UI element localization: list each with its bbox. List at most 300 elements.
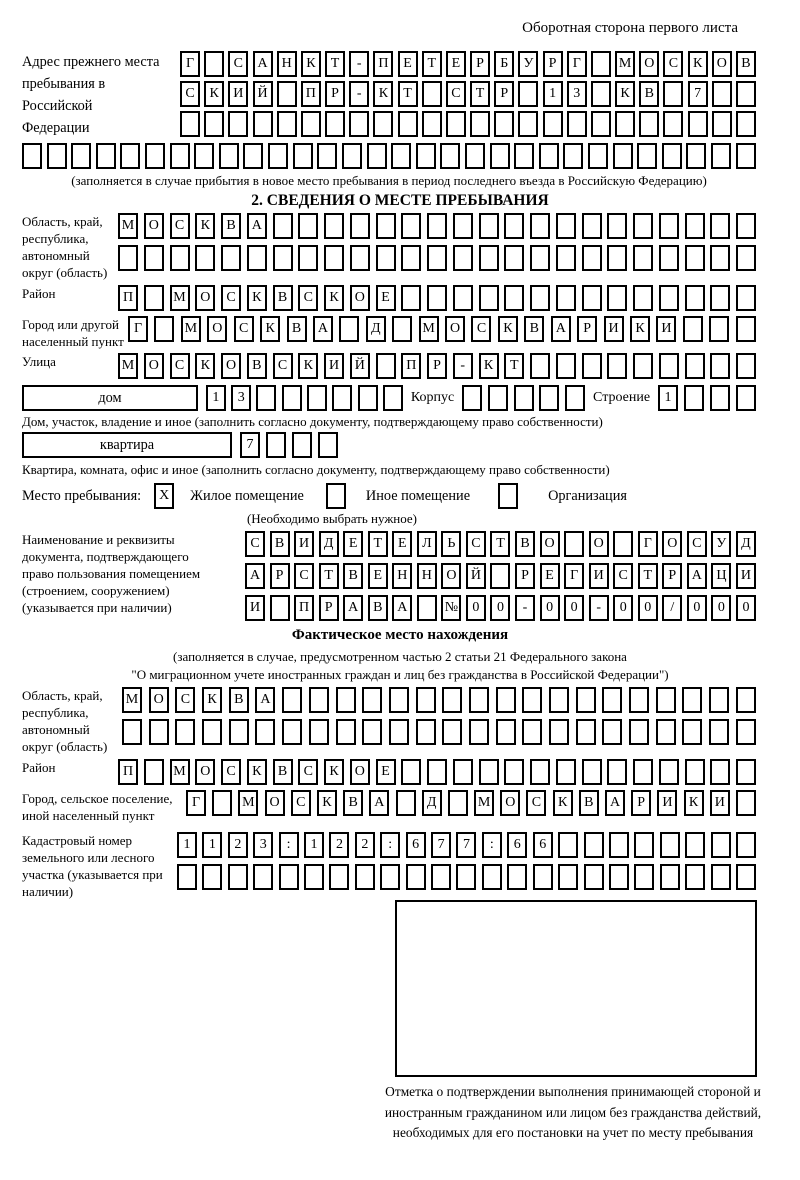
char-cell[interactable]: С <box>221 759 241 785</box>
char-cell[interactable]: В <box>579 790 599 816</box>
char-cell[interactable]: М <box>238 790 258 816</box>
char-cell[interactable] <box>202 719 222 745</box>
char-cell[interactable] <box>358 385 378 411</box>
char-cell[interactable] <box>416 143 436 169</box>
char-cell[interactable] <box>522 687 542 713</box>
char-cell[interactable] <box>332 385 352 411</box>
char-cell[interactable] <box>634 832 654 858</box>
char-cell[interactable] <box>277 111 297 137</box>
char-cell[interactable] <box>325 111 345 137</box>
char-cell[interactable]: А <box>247 213 267 239</box>
char-cell[interactable]: К <box>301 51 321 77</box>
char-cell[interactable] <box>736 790 756 816</box>
char-cell[interactable] <box>453 213 473 239</box>
char-cell[interactable]: Н <box>392 563 412 589</box>
char-cell[interactable] <box>518 111 538 137</box>
char-cell[interactable] <box>273 245 293 271</box>
char-cell[interactable]: Р <box>319 595 339 621</box>
char-cell[interactable]: И <box>736 563 756 589</box>
char-cell[interactable] <box>633 759 653 785</box>
char-cell[interactable]: А <box>313 316 333 342</box>
char-cell[interactable]: 7 <box>688 81 708 107</box>
char-cell[interactable] <box>591 81 611 107</box>
char-cell[interactable] <box>422 81 442 107</box>
char-cell[interactable]: С <box>466 531 486 557</box>
char-cell[interactable]: С <box>613 563 633 589</box>
char-cell[interactable]: П <box>301 81 321 107</box>
char-cell[interactable]: О <box>207 316 227 342</box>
char-cell[interactable]: П <box>401 353 421 379</box>
char-cell[interactable] <box>229 719 249 745</box>
char-cell[interactable] <box>479 245 499 271</box>
char-cell[interactable] <box>659 245 679 271</box>
char-cell[interactable]: Р <box>662 563 682 589</box>
char-cell[interactable] <box>282 687 302 713</box>
char-cell[interactable]: 3 <box>567 81 587 107</box>
char-cell[interactable] <box>567 111 587 137</box>
char-cell[interactable]: 0 <box>540 595 560 621</box>
char-cell[interactable] <box>219 143 239 169</box>
char-cell[interactable]: 1 <box>543 81 563 107</box>
char-cell[interactable]: : <box>482 832 502 858</box>
char-cell[interactable] <box>71 143 91 169</box>
char-cell[interactable]: И <box>228 81 248 107</box>
char-cell[interactable]: И <box>604 316 624 342</box>
char-cell[interactable] <box>736 285 756 311</box>
char-cell[interactable] <box>367 143 387 169</box>
char-cell[interactable]: С <box>273 353 293 379</box>
char-cell[interactable]: У <box>518 51 538 77</box>
char-cell[interactable] <box>556 353 576 379</box>
char-cell[interactable] <box>336 687 356 713</box>
char-cell[interactable] <box>482 864 502 890</box>
char-cell[interactable] <box>556 213 576 239</box>
char-cell[interactable] <box>530 245 550 271</box>
char-cell[interactable] <box>202 864 222 890</box>
char-cell[interactable]: Т <box>422 51 442 77</box>
char-cell[interactable]: С <box>298 759 318 785</box>
char-cell[interactable]: - <box>453 353 473 379</box>
char-cell[interactable] <box>613 143 633 169</box>
char-cell[interactable]: Ь <box>441 531 461 557</box>
char-cell[interactable]: В <box>524 316 544 342</box>
char-cell[interactable]: Т <box>638 563 658 589</box>
char-cell[interactable]: : <box>279 832 299 858</box>
char-cell[interactable]: Й <box>350 353 370 379</box>
char-cell[interactable] <box>710 213 730 239</box>
char-cell[interactable] <box>417 595 437 621</box>
char-cell[interactable]: В <box>247 353 267 379</box>
char-cell[interactable]: Е <box>368 563 388 589</box>
char-cell[interactable] <box>518 81 538 107</box>
char-cell[interactable]: Р <box>270 563 290 589</box>
char-cell[interactable] <box>709 719 729 745</box>
char-cell[interactable] <box>292 432 312 458</box>
char-cell[interactable]: 6 <box>406 832 426 858</box>
char-cell[interactable]: 1 <box>206 385 226 411</box>
char-cell[interactable] <box>736 864 756 890</box>
char-cell[interactable]: Т <box>490 531 510 557</box>
char-cell[interactable] <box>634 864 654 890</box>
char-cell[interactable]: А <box>392 595 412 621</box>
char-cell[interactable]: 3 <box>253 832 273 858</box>
char-cell[interactable]: 0 <box>736 595 756 621</box>
char-cell[interactable]: С <box>687 531 707 557</box>
char-cell[interactable] <box>507 864 527 890</box>
char-cell[interactable] <box>355 864 375 890</box>
char-cell[interactable]: 6 <box>533 832 553 858</box>
char-cell[interactable] <box>22 143 42 169</box>
char-cell[interactable]: В <box>273 285 293 311</box>
char-cell[interactable]: О <box>445 316 465 342</box>
char-cell[interactable]: В <box>343 790 363 816</box>
char-cell[interactable]: М <box>170 759 190 785</box>
char-cell[interactable]: Б <box>494 51 514 77</box>
char-cell[interactable] <box>564 531 584 557</box>
char-cell[interactable] <box>401 213 421 239</box>
char-cell[interactable] <box>539 385 559 411</box>
char-cell[interactable]: Т <box>368 531 388 557</box>
char-cell[interactable]: О <box>144 213 164 239</box>
char-cell[interactable]: 2 <box>228 832 248 858</box>
char-cell[interactable]: 0 <box>613 595 633 621</box>
char-cell[interactable]: № <box>441 595 461 621</box>
char-cell[interactable] <box>629 687 649 713</box>
char-cell[interactable]: О <box>195 285 215 311</box>
char-cell[interactable] <box>563 143 583 169</box>
char-cell[interactable]: Ц <box>711 563 731 589</box>
char-cell[interactable] <box>710 385 730 411</box>
char-cell[interactable] <box>736 385 756 411</box>
char-cell[interactable]: М <box>181 316 201 342</box>
char-cell[interactable] <box>736 759 756 785</box>
char-cell[interactable]: С <box>180 81 200 107</box>
char-cell[interactable] <box>663 111 683 137</box>
char-cell[interactable]: 1 <box>202 832 222 858</box>
char-cell[interactable]: В <box>229 687 249 713</box>
char-cell[interactable]: О <box>441 563 461 589</box>
char-cell[interactable] <box>427 213 447 239</box>
char-cell[interactable] <box>584 864 604 890</box>
char-cell[interactable] <box>373 111 393 137</box>
char-cell[interactable] <box>453 245 473 271</box>
char-cell[interactable]: А <box>551 316 571 342</box>
char-cell[interactable] <box>175 719 195 745</box>
char-cell[interactable]: Е <box>398 51 418 77</box>
char-cell[interactable] <box>582 213 602 239</box>
char-cell[interactable]: 0 <box>564 595 584 621</box>
char-cell[interactable] <box>195 245 215 271</box>
char-cell[interactable]: Л <box>417 531 437 557</box>
char-cell[interactable] <box>145 143 165 169</box>
char-cell[interactable]: Й <box>253 81 273 107</box>
char-cell[interactable]: С <box>170 213 190 239</box>
char-cell[interactable]: П <box>294 595 314 621</box>
char-cell[interactable] <box>609 864 629 890</box>
char-cell[interactable] <box>709 316 729 342</box>
char-cell[interactable]: : <box>380 832 400 858</box>
char-cell[interactable] <box>591 111 611 137</box>
char-cell[interactable]: М <box>474 790 494 816</box>
char-cell[interactable] <box>47 143 67 169</box>
char-cell[interactable] <box>530 759 550 785</box>
char-cell[interactable]: 0 <box>638 595 658 621</box>
char-cell[interactable]: В <box>343 563 363 589</box>
char-cell[interactable] <box>342 143 362 169</box>
char-cell[interactable]: В <box>368 595 388 621</box>
char-cell[interactable]: К <box>247 285 267 311</box>
char-cell[interactable] <box>609 832 629 858</box>
char-cell[interactable] <box>427 759 447 785</box>
char-cell[interactable] <box>427 285 447 311</box>
char-cell[interactable] <box>324 213 344 239</box>
char-cell[interactable] <box>422 111 442 137</box>
char-cell[interactable]: 0 <box>466 595 486 621</box>
char-cell[interactable]: С <box>245 531 265 557</box>
char-cell[interactable] <box>533 864 553 890</box>
char-cell[interactable] <box>582 285 602 311</box>
char-cell[interactable] <box>479 285 499 311</box>
char-cell[interactable] <box>406 864 426 890</box>
char-cell[interactable]: Р <box>577 316 597 342</box>
char-cell[interactable] <box>709 687 729 713</box>
char-cell[interactable]: К <box>688 51 708 77</box>
char-cell[interactable]: Й <box>466 563 486 589</box>
char-cell[interactable] <box>401 285 421 311</box>
char-cell[interactable]: О <box>195 759 215 785</box>
char-cell[interactable]: А <box>253 51 273 77</box>
char-cell[interactable] <box>682 719 702 745</box>
char-cell[interactable] <box>170 143 190 169</box>
char-cell[interactable]: С <box>294 563 314 589</box>
char-cell[interactable] <box>659 213 679 239</box>
char-cell[interactable] <box>376 213 396 239</box>
char-cell[interactable] <box>549 719 569 745</box>
char-cell[interactable] <box>256 385 276 411</box>
char-cell[interactable] <box>431 864 451 890</box>
char-cell[interactable] <box>309 687 329 713</box>
char-cell[interactable] <box>530 353 550 379</box>
char-cell[interactable] <box>656 719 676 745</box>
char-cell[interactable] <box>416 719 436 745</box>
char-cell[interactable] <box>613 531 633 557</box>
char-cell[interactable] <box>298 213 318 239</box>
char-cell[interactable]: 2 <box>329 832 349 858</box>
char-cell[interactable] <box>277 81 297 107</box>
char-cell[interactable] <box>496 687 516 713</box>
char-cell[interactable] <box>558 832 578 858</box>
char-cell[interactable] <box>639 111 659 137</box>
char-cell[interactable]: - <box>515 595 535 621</box>
char-cell[interactable]: М <box>170 285 190 311</box>
char-cell[interactable]: К <box>479 353 499 379</box>
char-cell[interactable]: И <box>294 531 314 557</box>
char-cell[interactable]: К <box>498 316 518 342</box>
char-cell[interactable] <box>212 790 232 816</box>
char-cell[interactable] <box>401 759 421 785</box>
char-cell[interactable] <box>558 864 578 890</box>
char-cell[interactable] <box>685 759 705 785</box>
char-cell[interactable]: П <box>118 285 138 311</box>
char-cell[interactable]: С <box>234 316 254 342</box>
char-cell[interactable] <box>685 832 705 858</box>
char-cell[interactable] <box>710 245 730 271</box>
char-cell[interactable]: С <box>526 790 546 816</box>
char-cell[interactable] <box>389 719 409 745</box>
char-cell[interactable] <box>684 385 704 411</box>
char-cell[interactable] <box>350 245 370 271</box>
char-cell[interactable] <box>122 719 142 745</box>
char-cell[interactable] <box>660 864 680 890</box>
char-cell[interactable] <box>177 864 197 890</box>
char-cell[interactable]: Е <box>446 51 466 77</box>
char-cell[interactable]: 6 <box>507 832 527 858</box>
char-cell[interactable]: С <box>221 285 241 311</box>
char-cell[interactable]: О <box>662 531 682 557</box>
char-cell[interactable] <box>710 285 730 311</box>
char-cell[interactable]: 1 <box>177 832 197 858</box>
char-cell[interactable] <box>736 832 756 858</box>
char-cell[interactable] <box>118 245 138 271</box>
char-cell[interactable] <box>324 245 344 271</box>
char-cell[interactable]: - <box>349 81 369 107</box>
char-cell[interactable] <box>637 143 657 169</box>
char-cell[interactable] <box>686 143 706 169</box>
char-cell[interactable] <box>736 316 756 342</box>
char-cell[interactable] <box>416 687 436 713</box>
char-cell[interactable] <box>659 759 679 785</box>
char-cell[interactable]: Г <box>567 51 587 77</box>
char-cell[interactable] <box>504 213 524 239</box>
char-cell[interactable]: О <box>639 51 659 77</box>
char-cell[interactable] <box>228 864 248 890</box>
char-cell[interactable]: Р <box>470 51 490 77</box>
char-cell[interactable]: Г <box>638 531 658 557</box>
char-cell[interactable]: 0 <box>490 595 510 621</box>
char-cell[interactable] <box>349 111 369 137</box>
char-cell[interactable]: К <box>204 81 224 107</box>
char-cell[interactable] <box>504 285 524 311</box>
char-cell[interactable] <box>711 864 731 890</box>
char-cell[interactable] <box>711 143 731 169</box>
char-cell[interactable]: А <box>369 790 389 816</box>
char-cell[interactable]: К <box>317 790 337 816</box>
char-cell[interactable] <box>243 143 263 169</box>
char-cell[interactable] <box>301 111 321 137</box>
char-cell[interactable]: О <box>500 790 520 816</box>
char-cell[interactable]: И <box>710 790 730 816</box>
char-cell[interactable]: И <box>656 316 676 342</box>
char-cell[interactable]: 7 <box>431 832 451 858</box>
char-cell[interactable] <box>479 759 499 785</box>
char-cell[interactable] <box>685 245 705 271</box>
char-cell[interactable] <box>329 864 349 890</box>
char-cell[interactable] <box>396 790 416 816</box>
char-cell[interactable] <box>659 285 679 311</box>
char-cell[interactable]: Г <box>564 563 584 589</box>
char-cell[interactable]: А <box>687 563 707 589</box>
char-cell[interactable]: Д <box>736 531 756 557</box>
char-cell[interactable]: Г <box>186 790 206 816</box>
char-cell[interactable] <box>362 687 382 713</box>
char-cell[interactable] <box>656 687 676 713</box>
char-cell[interactable] <box>204 111 224 137</box>
char-cell[interactable]: / <box>662 595 682 621</box>
char-cell[interactable]: У <box>711 531 731 557</box>
char-cell[interactable] <box>514 143 534 169</box>
char-cell[interactable]: О <box>350 285 370 311</box>
char-cell[interactable] <box>736 81 756 107</box>
char-cell[interactable]: 1 <box>304 832 324 858</box>
char-cell[interactable] <box>539 143 559 169</box>
char-cell[interactable] <box>376 245 396 271</box>
char-cell[interactable]: 0 <box>687 595 707 621</box>
char-cell[interactable] <box>582 353 602 379</box>
char-cell[interactable]: С <box>663 51 683 77</box>
char-cell[interactable] <box>514 385 534 411</box>
char-cell[interactable] <box>660 832 680 858</box>
char-cell[interactable] <box>144 759 164 785</box>
char-cell[interactable] <box>273 213 293 239</box>
char-cell[interactable] <box>682 687 702 713</box>
char-cell[interactable] <box>247 245 267 271</box>
char-cell[interactable] <box>633 285 653 311</box>
char-cell[interactable] <box>633 245 653 271</box>
char-cell[interactable] <box>685 213 705 239</box>
char-cell[interactable]: В <box>639 81 659 107</box>
char-cell[interactable] <box>304 864 324 890</box>
char-cell[interactable] <box>479 213 499 239</box>
char-cell[interactable] <box>549 687 569 713</box>
char-cell[interactable]: А <box>343 595 363 621</box>
checkbox-inoe-pomeshchenie[interactable] <box>326 483 346 509</box>
char-cell[interactable]: О <box>540 531 560 557</box>
char-cell[interactable] <box>469 687 489 713</box>
char-cell[interactable]: С <box>446 81 466 107</box>
char-cell[interactable]: 7 <box>456 832 476 858</box>
char-cell[interactable] <box>293 143 313 169</box>
char-cell[interactable]: С <box>471 316 491 342</box>
char-cell[interactable]: 3 <box>231 385 251 411</box>
char-cell[interactable] <box>556 285 576 311</box>
char-cell[interactable]: А <box>605 790 625 816</box>
char-cell[interactable]: Т <box>470 81 490 107</box>
char-cell[interactable]: 7 <box>240 432 260 458</box>
char-cell[interactable]: С <box>228 51 248 77</box>
char-cell[interactable]: К <box>630 316 650 342</box>
char-cell[interactable] <box>712 81 732 107</box>
char-cell[interactable] <box>685 864 705 890</box>
char-cell[interactable]: К <box>202 687 222 713</box>
char-cell[interactable] <box>607 213 627 239</box>
char-cell[interactable] <box>588 143 608 169</box>
char-cell[interactable]: Р <box>631 790 651 816</box>
char-cell[interactable]: К <box>615 81 635 107</box>
char-cell[interactable]: Е <box>376 759 396 785</box>
char-cell[interactable]: Т <box>398 81 418 107</box>
char-cell[interactable]: Т <box>325 51 345 77</box>
char-cell[interactable] <box>318 432 338 458</box>
char-cell[interactable]: В <box>221 213 241 239</box>
char-cell[interactable] <box>712 111 732 137</box>
char-cell[interactable] <box>736 213 756 239</box>
char-cell[interactable] <box>565 385 585 411</box>
char-cell[interactable] <box>339 316 359 342</box>
char-cell[interactable] <box>391 143 411 169</box>
char-cell[interactable] <box>144 245 164 271</box>
char-cell[interactable]: А <box>255 687 275 713</box>
char-cell[interactable]: К <box>260 316 280 342</box>
